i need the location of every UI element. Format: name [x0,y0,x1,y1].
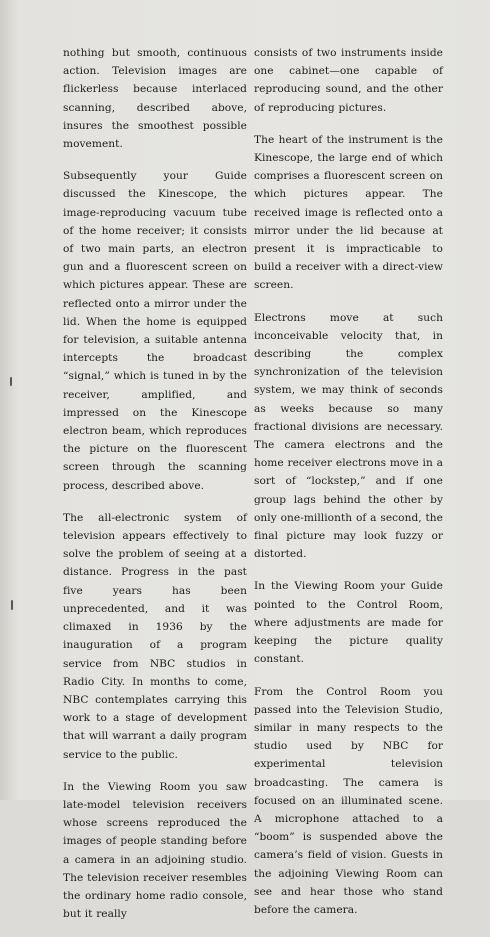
paper-blemish [10,377,12,386]
right-column [254,44,443,933]
paragraph: In the Viewing Room you saw late-model television receivers whose screens reproduced the images of people standing before a camera in an adjoining studio. The television receiver resembles the ordinary home radio console, but it really [63,780,247,921]
left-column [63,44,247,937]
paragraph: The all-electronic system of television appears effectively to solve the problem of seeing at a distance. Progress in the past five years has been unprecedented, and it was climaxed in 1936 by the inauguration of a program service from NBC studios in Radio City. In months to come, NBC contemplates carrying this work to a stage of development that will warrant a daily program service to the public. [63,511,247,761]
paragraph: The heart of the instrument is the Kinescope, the large end of which comprises a fluorescent screen on which pictures appear. The received image is reflected onto a mirror under the lid because at present it is impracticable to build a receiver with a direct-view screen. [254,133,443,292]
paragraph: nothing but smooth, continuous action. Television images are flickerless because interlaced scanning, described above, insures the smoothest possible movement. [63,47,247,151]
paper-blemish [11,600,13,610]
paragraph: In the Viewing Room your Guide pointed to the Control Room, where adjustments are made for keeping the picture quality constant. [254,580,443,666]
paragraph: From the Control Room you passed into the Television Studio, similar in many respects to the studio used by NBC for experimental television broadcasting. The camera is focused on an illuminated scene. A microphone attached to a “boom” is suspended above the camera’s field of vision. Guests in the adjoining Viewing Room can see and hear those who stand before the camera. [254,685,443,916]
paragraph: Electrons move at such inconceivable velocity that, in describing the complex synchronization of the television system, we may think of seconds as weeks because so many fractional divisions are necessary. The camera electrons and the home receiver electrons move in a sort of “lockstep,” and if one group lags behind the other by only one-millionth of a second, the final picture may look fuzzy or distorted. [254,311,443,561]
paragraph: Subsequently your Guide discussed the Kinescope, the image-reproducing vacuum tube of the home receiver; it consists of two main parts, an electron gun and a fluorescent screen on which pictures appear. These are reflected onto a mirror under the lid. When the home is equipped for television, a suitable antenna intercepts the broadcast “signal,” which is tuned in by the receiver, amplified, and impressed on the Kinescope electron beam, which reproduces the picture on the fluorescent screen through the scanning process, described above. [63,170,247,492]
paragraph: consists of two instruments inside one cabinet—one capable of reproducing sound, and the other of reproducing pictures. [254,47,443,114]
